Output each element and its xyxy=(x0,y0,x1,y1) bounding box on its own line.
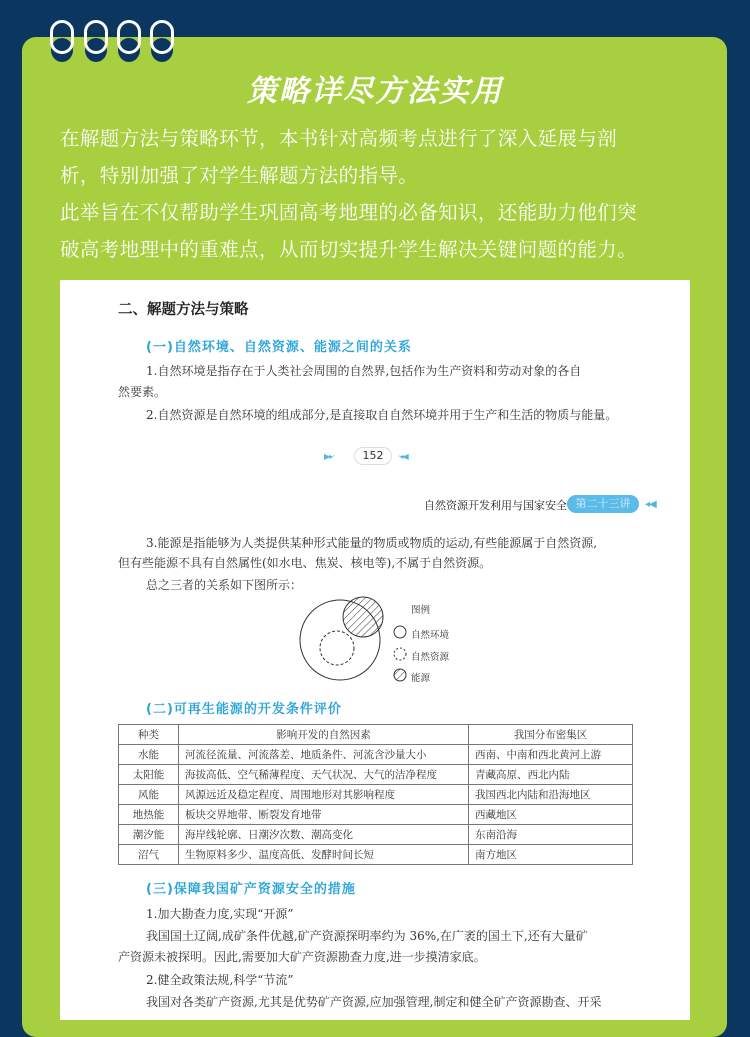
cell: 风源远近及稳定程度、周围地形对其影响程度 xyxy=(179,785,469,805)
page-number: 152 xyxy=(354,447,392,465)
table-row xyxy=(119,845,633,865)
paragraph: 2.自然资源是自然环境的组成部分,是直接取自自然环境并用于生产和生活的物质与能量。 xyxy=(146,408,618,422)
intro-line: 析，特别加强了对学生解题方法的指导。 xyxy=(60,164,419,187)
arrow-left-icon: ◂◀ xyxy=(645,499,656,510)
header-cell: 影响开发的自然因素 xyxy=(179,725,469,745)
intro-line: 在解题方法与策略环节，本书针对高频考点进行了深入延展与剖 xyxy=(60,127,618,150)
legend-item: 自然环境 xyxy=(411,630,450,641)
header-cell: 我国分布密集区 xyxy=(469,725,633,745)
binder-ring-icon xyxy=(50,20,74,60)
subsection-1-title: (一)自然环境、自然资源、能源之间的关系 xyxy=(146,340,412,355)
cell: 沼气 xyxy=(119,845,179,865)
cell: 海拔高低、空气稀薄程度、天气状况、大气的洁净程度 xyxy=(179,765,469,785)
table-row xyxy=(119,745,633,765)
paragraph: 我国对各类矿产资源,尤其是优势矿产资源,应加强管理,制定和健全矿产资源勘查、开采 xyxy=(146,995,602,1009)
paragraph: 但有些能源不具有自然属性(如水电、焦炭、核电等),不属于自然资源。 xyxy=(118,556,492,570)
subsection-3-title: (三)保障我国矿产资源安全的措施 xyxy=(146,882,356,897)
cell: 潮汐能 xyxy=(119,825,179,845)
cell: 海岸线轮廓、日潮汐次数、潮高变化 xyxy=(179,825,469,845)
paragraph: 2.健全政策法规,科学“节流” xyxy=(146,973,294,987)
cell: 青藏高原、西北内陆 xyxy=(469,765,633,785)
cell: 太阳能 xyxy=(119,765,179,785)
table-row xyxy=(119,765,633,785)
renewable-energy-table xyxy=(118,724,633,865)
cell: 地热能 xyxy=(119,805,179,825)
binder-ring-icon xyxy=(84,20,108,60)
section-title: 二、解题方法与策略 xyxy=(118,302,249,318)
cell: 板块交界地带、断裂发育地带 xyxy=(179,805,469,825)
cell: 河流径流量、河流落差、地质条件、河流含沙量大小 xyxy=(179,745,469,765)
cell: 西南、中南和西北黄河上游 xyxy=(469,745,633,765)
cell: 西藏地区 xyxy=(469,805,633,825)
table-row xyxy=(119,805,633,825)
paragraph: 然要素。 xyxy=(118,385,167,399)
arrow-left-icon: ·◂◀ xyxy=(398,452,408,461)
intro-line: 破高考地理中的重难点，从而切实提升学生解决关键问题的能力。 xyxy=(60,238,638,261)
paragraph: 1.自然环境是指存在于人类社会周围的自然界,包括作为生产资料和劳动对象的各自 xyxy=(146,364,582,378)
header-cell: 种类 xyxy=(119,725,179,745)
venn-diagram xyxy=(290,595,490,695)
paragraph: 3.能源是指能够为人类提供某种形式能量的物质或物质的运动,有些能源属于自然资源, xyxy=(146,536,598,550)
table-row xyxy=(119,785,633,805)
cell: 生物原料多少、温度高低、发酵时间长短 xyxy=(179,845,469,865)
arrow-right-icon: ▶▸· xyxy=(324,452,334,461)
running-header: 自然资源开发利用与国家安全 xyxy=(424,499,567,512)
headline: 策略详尽方法实用 xyxy=(247,74,503,109)
binder-ring-icon xyxy=(150,20,174,60)
cell: 水能 xyxy=(119,745,179,765)
binder-ring-icon xyxy=(117,20,141,60)
paragraph: 我国国土辽阔,成矿条件优越,矿产资源探明率约为 36%,在广袤的国土下,还有大量矿 xyxy=(146,929,588,943)
natural-resources-circle xyxy=(320,631,354,665)
lecture-badge: 第二十三讲 xyxy=(567,495,639,513)
intro-line: 此举旨在不仅帮助学生巩固高考地理的必备知识，还能助力他们突 xyxy=(60,201,638,224)
table-row xyxy=(119,825,633,845)
subsection-2-title: (二)可再生能源的开发条件评价 xyxy=(146,702,342,717)
legend-title: 图例 xyxy=(411,605,431,616)
table-header-row xyxy=(119,725,633,745)
legend-item: 能源 xyxy=(411,673,431,684)
cell: 我国西北内陆和沿海地区 xyxy=(469,785,633,805)
cell: 南方地区 xyxy=(469,845,633,865)
paragraph: 产资源未被探明。因此,需要加大矿产资源勘查力度,进一步摸清家底。 xyxy=(118,950,486,964)
paragraph: 1.加大勘查力度,实现“开源” xyxy=(146,907,294,921)
paragraph: 总之三者的关系如下图所示： xyxy=(146,578,303,592)
book-page-preview xyxy=(60,280,690,1020)
cell: 风能 xyxy=(119,785,179,805)
intro-text xyxy=(60,120,700,268)
cell: 东南沿海 xyxy=(469,825,633,845)
energy-circle xyxy=(343,597,383,637)
legend-item: 自然资源 xyxy=(411,652,450,663)
